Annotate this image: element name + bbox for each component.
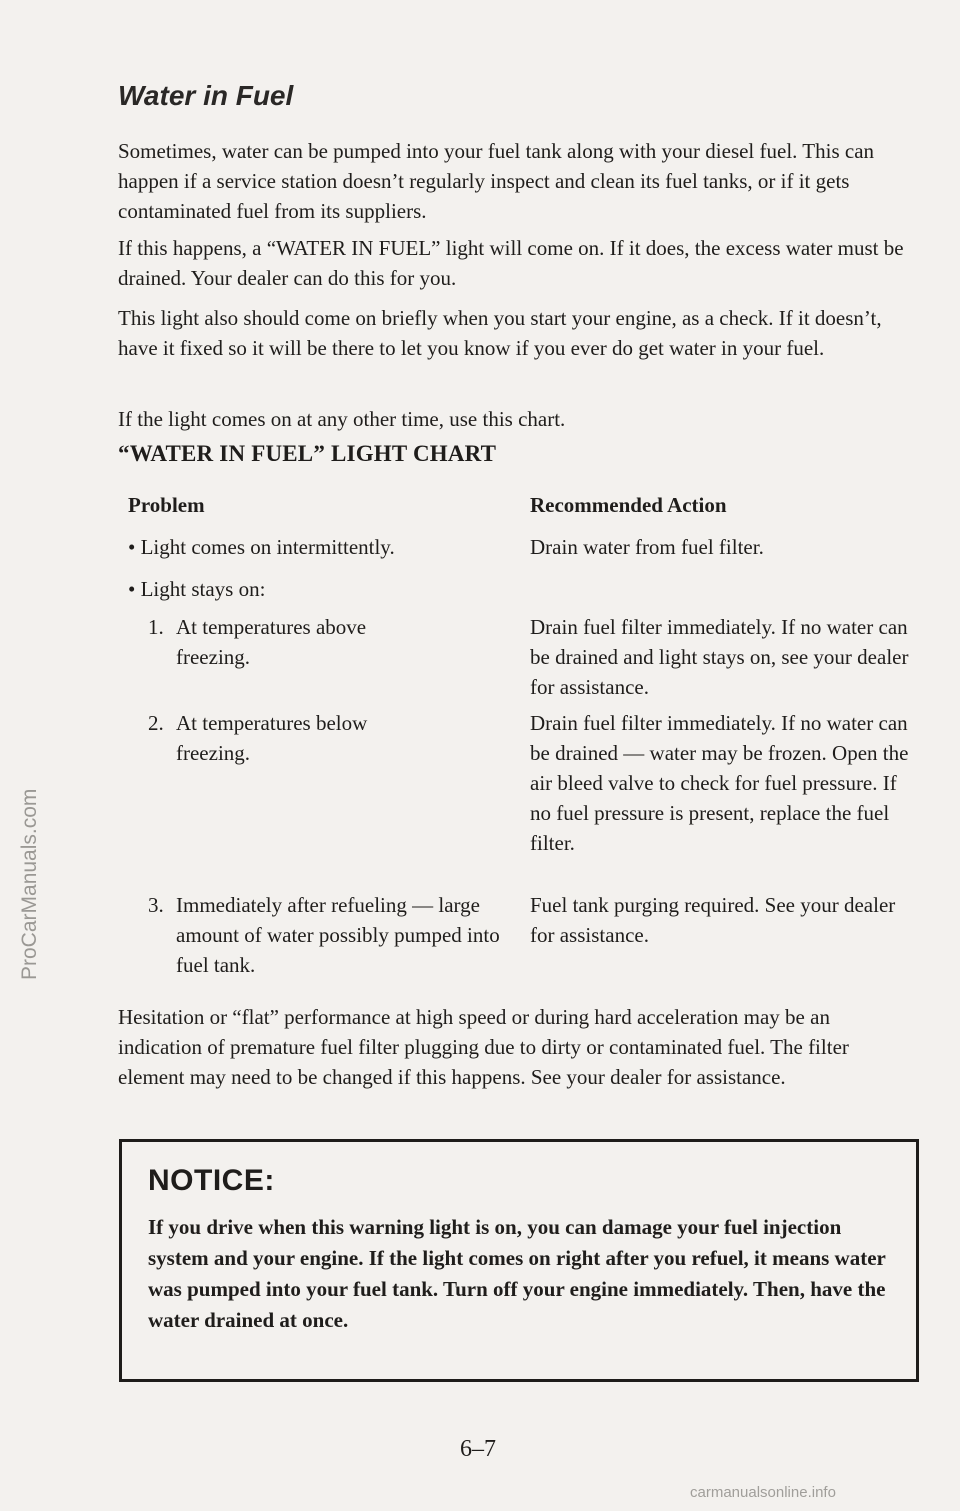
notice-box: [119, 1139, 919, 1382]
action-after-refueling: Fuel tank purging required. See your dealer for assistance.: [530, 893, 896, 947]
action-below-freezing: Drain fuel filter immediately. If no water can be drained — water may be frozen. Open the air bleed valve to check for fuel pressure. If no fuel pressure is present, replace the fuel filter.: [530, 711, 909, 855]
chart-title: “WATER IN FUEL” LIGHT CHART: [118, 441, 497, 466]
problem-after-refueling: Immediately after refueling — large amount of water possibly pumped into fuel tank.: [176, 893, 500, 977]
hesitation-paragraph: Hesitation or “flat” performance at high speed or during hard acceleration may be an indication of premature fuel filter plugging due to dirty or contaminated fuel. The filter element may need to be changed if this happens. See your dealer for assistance.: [118, 1005, 849, 1089]
footer-watermark: carmanualsonline.info: [690, 1484, 836, 1501]
intro-paragraph: Sometimes, water can be pumped into your fuel tank along with your diesel fuel. This can happen if a service station doesn’t regularly inspect and clean its fuel tanks, or if it gets contaminated fuel from its suppliers.: [118, 139, 875, 223]
notice-text: If you drive when this warning light is on, you can damage your fuel injection system and your engine. If the light comes on right after you refuel, it means water was pumped into your fuel tank. Turn off your engine immediately. Then, have the water drained at once.: [148, 1215, 886, 1332]
problem-stays-on: • Light stays on:: [128, 577, 266, 601]
problem-above-freezing: At temperatures above freezing.: [176, 615, 367, 669]
item-number: 3.: [148, 893, 164, 917]
notice-title: NOTICE:: [148, 1164, 275, 1197]
action-above-freezing: Drain fuel filter immediately. If no water can be drained and light stays on, see your dealer for assistance.: [530, 615, 909, 699]
page-number: 6–7: [460, 1436, 496, 1462]
problem-intermittent: • Light comes on intermittently.: [128, 535, 395, 559]
chart-intro-paragraph: If the light comes on at any other time, use this chart.: [118, 407, 566, 431]
check-paragraph: This light also should come on briefly when you start your engine, as a check. If it doesn’t, have it fixed so it will be there to let you know if you ever do get water in your fuel.: [118, 306, 882, 360]
section-heading: Water in Fuel: [118, 80, 294, 111]
item-number: 2.: [148, 711, 164, 735]
problem-below-freezing: At temperatures below freezing.: [176, 711, 368, 765]
light-paragraph: If this happens, a “WATER IN FUEL” light will come on. If it does, the excess water must be drained. Your dealer can do this for you.: [118, 236, 904, 290]
side-watermark: ProCarManuals.com: [18, 788, 41, 980]
problem-column-header: Problem: [128, 493, 205, 517]
item-number: 1.: [148, 615, 164, 639]
action-column-header: Recommended Action: [530, 493, 727, 517]
action-intermittent: Drain water from fuel filter.: [530, 535, 764, 559]
